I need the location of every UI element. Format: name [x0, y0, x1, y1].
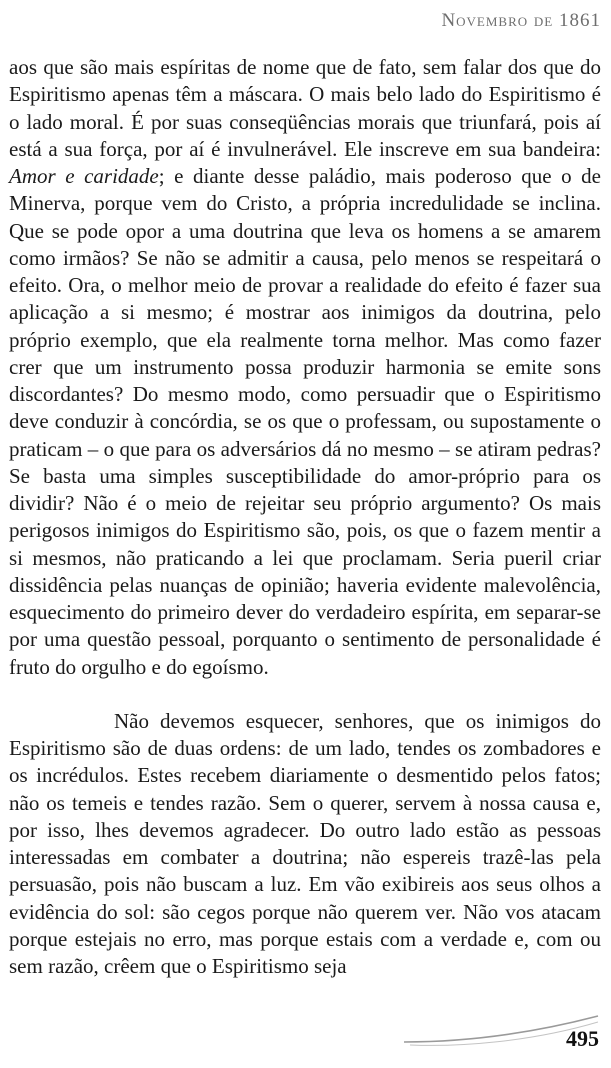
- paragraph-1-text-start: aos que são mais espíritas de nome que de fato, sem falar dos que do Espiritismo apenas têm a máscara. O mais belo lado do Espiritismo é o lado moral. É por suas conseqüências morais que triunfará, pois aí está a sua força, por aí é invulnerável. Ele inscreve em sua bandeira:: [9, 55, 601, 161]
- paragraph-1: [9, 54, 601, 681]
- paragraph-1-emphasis: Amor e caridade: [9, 164, 159, 188]
- body-text: [9, 54, 601, 980]
- page-number: 495: [566, 1026, 599, 1051]
- running-header: Novembro de 1861: [441, 10, 601, 31]
- paragraph-1-text-end: ; e diante desse paládio, mais poderoso que o de Minerva, porque vem do Cristo, a própria incredulidade se inclina. Que se pode opor a uma doutrina que leva os homens a se amarem como irmãos? Se não se admitir a causa, pelo menos se respeitará o efeito. Ora, o melhor meio de provar a realidade do efeito é fazer sua aplicação a si mesmo; é mostrar aos inimigos da doutrina, pelo próprio exemplo, que ela realmente torna melhor. Mas como fazer crer que um instrumento possa produzir harmonia se emite sons discordantes? Do mesmo modo, como persuadir que o Espiritismo deve conduzir à concórdia, se os que o professam, ou supostamente o praticam – o que para os adversários dá no mesmo – se atiram pedras? Se basta uma simples susceptibilidade do amor-próprio para os dividir? Não é o meio de rejeitar seu próprio argumento? Os mais perigosos inimigos do Espiritismo são, pois, os que o fazem mentir a si mesmos, não praticando a lei que proclamam. Seria pueril criar dissidência pelas nuanças de opinião; haveria evidente malevolência, esquecimento do primeiro dever do verdadeiro espírita, em separar-se por uma questão pessoal, porquanto o sentimento de personalidade é fruto do orgulho e do egoísmo.: [9, 164, 601, 679]
- paragraph-2: Não devemos esquecer, senhores, que os inimigos do Espiritismo são de duas ordens: de um lado, tendes os zombadores e os incrédulos. Estes recebem diariamente o desmentido pelos fatos; não os temeis e tendes razão. Sem o querer, servem à nossa causa e, por isso, lhes devemos agradecer. Do outro lado estão as pessoas interessadas em combater a doutrina; não espereis trazê-las pela persuasão, pois não buscam a luz. Em vão exibireis aos seus olhos a evidência do sol: são cegos porque não querem ver. Não vos atacam porque estejais no erro, mas porque estais com a verdade e, com ou sem razão, crêem que o Espiritismo seja: [9, 708, 601, 978]
